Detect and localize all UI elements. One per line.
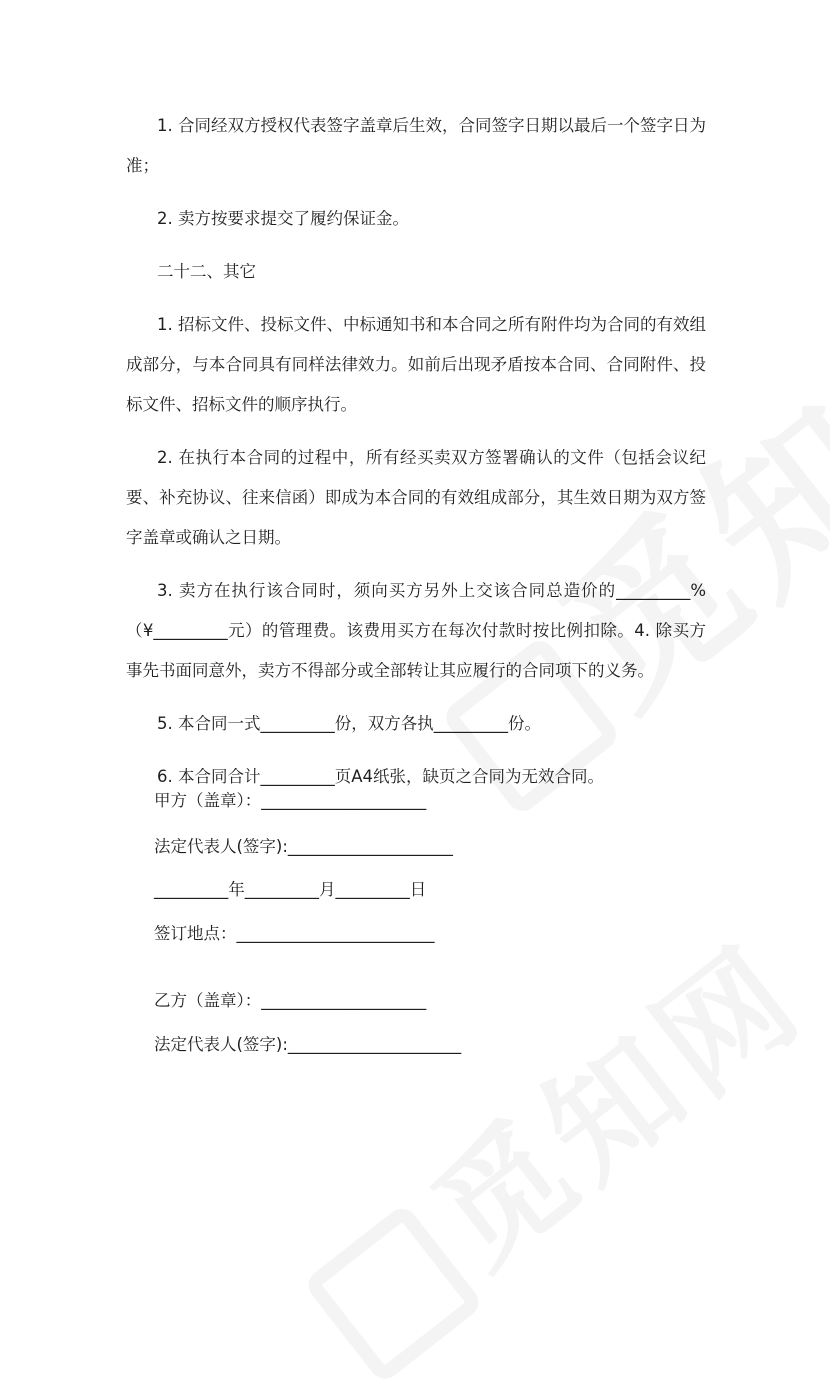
contract-body: [126, 106, 706, 810]
clause-management-fee: 3. 卖方在执行该合同时，须向买方另外上交该合同总造价的_________%（¥_________元）的管理费。该费用买方在每次付款时按比例扣除。4. 除买方事先书面同意外，卖方不得部分或全部转让其应履行的合同项下的义务。: [126, 581, 706, 680]
clause-copies: 5. 本合同一式_________份，双方各执_________份。: [157, 714, 541, 733]
signing-place-line: 签订地点：________________________: [154, 924, 435, 943]
clause-effective: 1. 合同经双方授权代表签字盖章后生效，合同签字日期以最后一个签字日为准；: [126, 116, 706, 175]
clause-documents: 1. 招标文件、投标文件、中标通知书和本合同之所有附件均为合同的有效组成部分，与本合同具有同样法律效力。如前后出现矛盾按本合同、合同附件、投标文件、招标文件的顺序执行。: [126, 315, 706, 414]
party-a-representative-line: 法定代表人(签字):____________________: [154, 837, 453, 856]
party-a-seal-line: 甲方（盖章）：____________________: [154, 791, 427, 810]
watermark-logo-icon: [302, 1203, 484, 1385]
party-b-seal-line: 乙方（盖章）：____________________: [154, 991, 427, 1010]
watermark-bottom: [273, 895, 830, 1392]
clause-pages: 6. 本合同合计_________页A4纸张，缺页之合同为无效合同。: [157, 767, 605, 786]
clause-confirmed-files: 2. 在执行本合同的过程中，所有经买卖双方签署确认的文件（包括会议纪要、补充协议、往来信函）即成为本合同的有效组成部分，其生效日期为双方签字盖章或确认之日期。: [126, 448, 706, 547]
party-b-representative-line: 法定代表人(签字):_____________________: [154, 1035, 462, 1054]
section-heading-others: 二十二、其它: [157, 262, 256, 281]
clause-deposit: 2. 卖方按要求提交了履约保证金。: [157, 209, 409, 228]
signing-date-line: _________年_________月_________日: [154, 880, 427, 899]
